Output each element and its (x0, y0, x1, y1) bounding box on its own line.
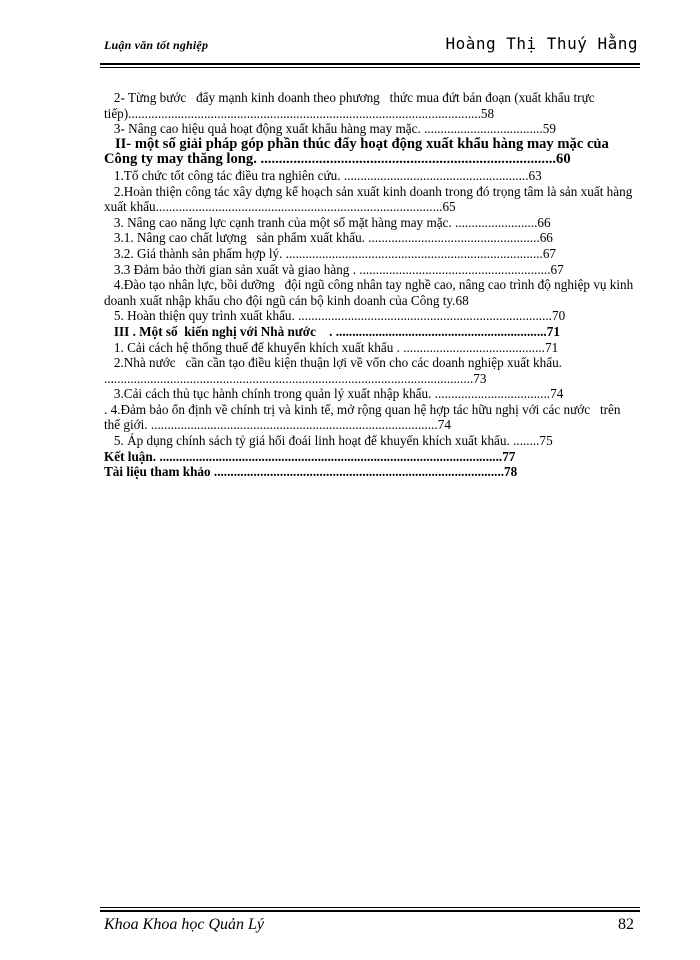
toc-section-heading: III . Một số kiến nghị với Nhà nước . ................................................................71 (104, 323, 560, 339)
toc-entry: 3. Nâng cao năng lực cạnh tranh của một số mặt hàng may mặc. .........................66 (104, 214, 551, 230)
toc-entry: 3.2. Giá thành sản phẩm hợp lý. ..............................................................................67 (104, 245, 557, 261)
toc-entry: 1.Tổ chức tốt công tác điều tra nghiên cứu. ........................................................63 (104, 167, 542, 183)
toc-references: Tài liệu tham khảo ........................................................................................78 (104, 464, 518, 480)
toc-entry: 5. Áp dụng chính sách tỷ giá hối đoái linh hoạt để khuyến khích xuất khẩu. ........75 (104, 433, 553, 449)
table-of-contents (104, 90, 638, 480)
toc-entry: 4.Đào tạo nhân lực, bồi dưỡng đội ngũ công nhân tay nghề cao, nâng cao trình độ nghiệp vụ kinh doanh xuất nhập khẩu cho đội ngũ cán bộ kinh doanh của Công ty.68 (104, 277, 637, 308)
page-number: 82 (618, 916, 634, 933)
toc-entry: 3.1. Nâng cao chất lượng sản phẩm xuất khẩu. ....................................................66 (104, 230, 553, 246)
toc-conclusion: Kết luận. ........................................................................................................77 (104, 448, 516, 464)
header-rule-thin (100, 67, 640, 68)
toc-entry: 5. Hoàn thiện quy trình xuất khẩu. .............................................................................70 (104, 308, 566, 324)
header-author-name: Hoàng Thị Thuý Hằng (445, 34, 638, 53)
toc-entry: 2- Từng bước đẩy mạnh kinh doanh theo phương thức mua đứt bán đoạn (xuất khẩu trực tiếp)...........................................................................................................58 (104, 90, 598, 121)
footer-faculty-name: Khoa Khoa học Quản Lý (104, 916, 264, 933)
footer-rule-thick (100, 910, 640, 912)
toc-entry: 3- Nâng cao hiệu quả hoạt động xuất khẩu hàng may mặc. ....................................59 (104, 121, 556, 137)
toc-entry: 1. Cải cách hệ thống thuế để khuyến khích xuất khẩu . ...........................................71 (104, 339, 559, 355)
toc-entry: 3.3 Đảm bảo thời gian sản xuất và giao hàng . ..........................................................67 (104, 261, 564, 277)
header-thesis-label: Luận văn tốt nghiệp (104, 38, 209, 52)
header-rule-thick (100, 63, 640, 65)
toc-entry: 2.Hoàn thiện công tác xây dựng kế hoạch sản xuất kinh doanh trong đó trọng tâm là sản xuất hàng xuất khẩu.......................................................................................65 (104, 183, 636, 215)
toc-section-heading: II- một số giải pháp góp phần thúc đẩy hoạt động xuất khẩu hàng may mặc của Công ty may thăng long. .................................................................................60 (104, 135, 613, 168)
toc-entry: 2.Nhà nước cần cần tạo điều kiện thuận lợi về vốn cho các doanh nghiệp xuất khẩu. ................................................................................................................73 (104, 355, 566, 386)
toc-entry: . 4.Đảm bảo ổn định về chính trị và kinh tế, mở rộng quan hệ hợp tác hữu nghị với các nước trên thế giới. .......................................................................................74 (104, 401, 624, 433)
toc-entry: 3.Cải cách thủ tục hành chính trong quản lý xuất nhập khẩu. ...................................74 (104, 386, 564, 402)
footer-rule-thin (100, 907, 640, 908)
